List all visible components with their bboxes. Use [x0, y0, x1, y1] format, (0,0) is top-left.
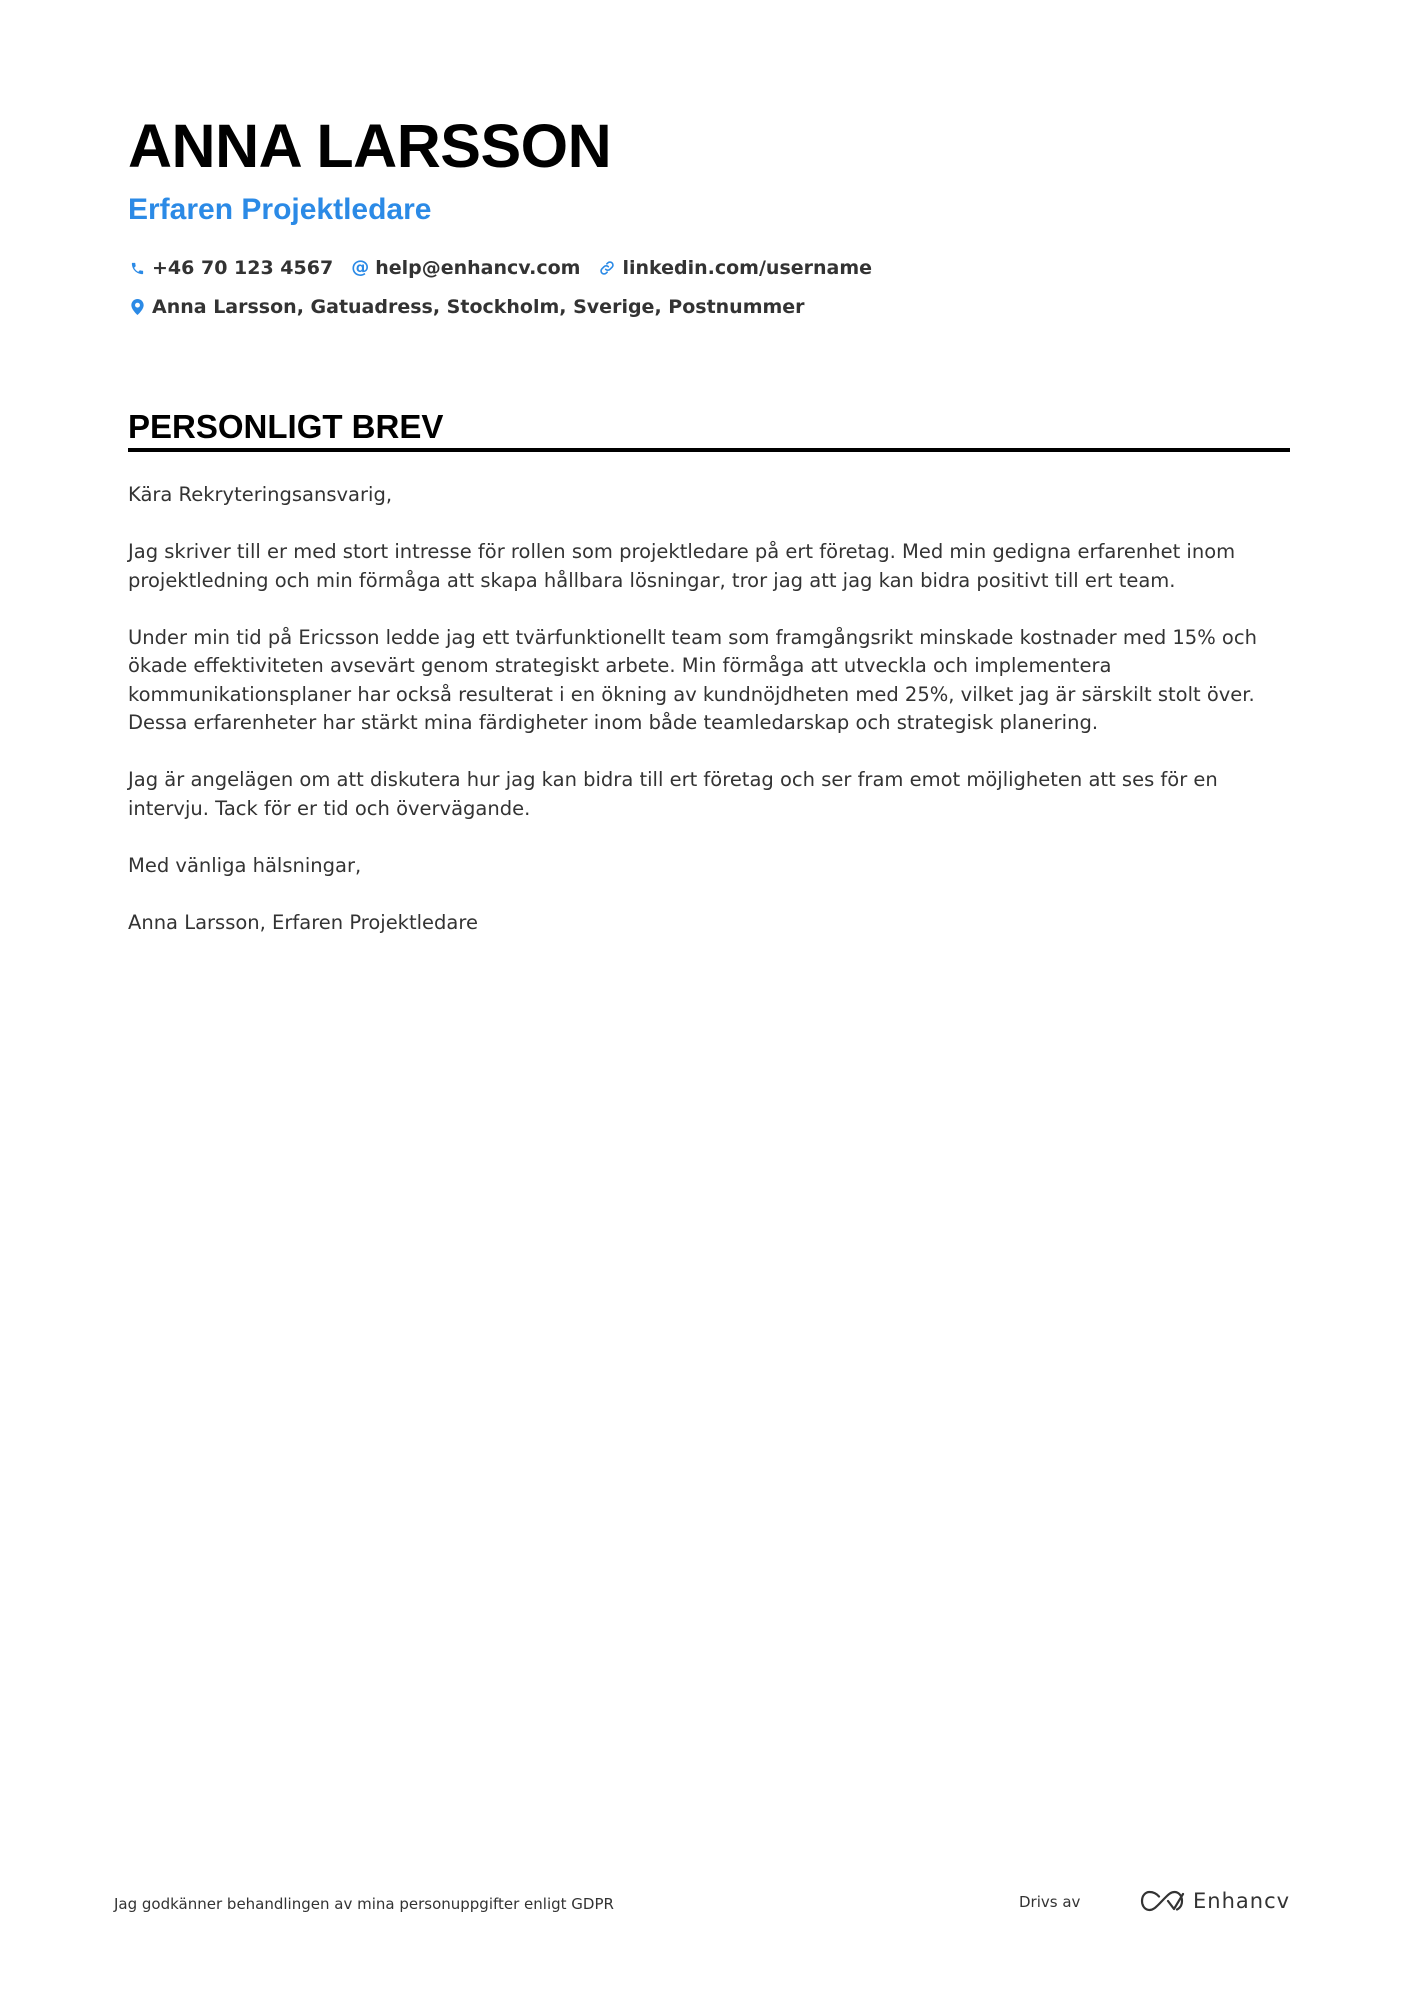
contact-row-address — [128, 292, 823, 322]
link-icon — [598, 259, 616, 277]
powered-by-label: Drivs av — [1019, 1893, 1081, 1911]
phone-icon — [128, 259, 146, 277]
letter-paragraph: Jag skriver till er med stort intresse för rollen som projektledare på ert företag. Med min gedigna erfarenhet inom projektledning och min förmåga att skapa hållbara lösningar, tror jag att jag kan bidra positivt till ert team. — [128, 540, 1236, 592]
letter-paragraph: Jag är angelägen om att diskutera hur jag kan bidra till ert företag och ser fram emot möjligheten att ses för en intervju. Tack för er tid och övervägande. — [128, 768, 1218, 820]
enhancv-logo-link[interactable] — [1139, 1888, 1290, 1914]
contact-row-primary — [128, 253, 890, 283]
letter-closing: Med vänliga hälsningar, — [128, 853, 362, 877]
contact-phone — [128, 257, 333, 279]
letter-signature: Anna Larsson, Erfaren Projektledare — [128, 910, 478, 934]
gdpr-consent-text: Jag godkänner behandlingen av mina personuppgifter enligt GDPR — [114, 1895, 614, 1913]
location-pin-icon — [128, 298, 146, 316]
contact-linkedin[interactable] — [598, 257, 872, 279]
address-text: Anna Larsson, Gatuadress, Stockholm, Sverige, Postnummer — [152, 296, 805, 318]
enhancv-brand-text: Enhancv — [1193, 1889, 1291, 1913]
applicant-title: Erfaren Projektledare — [128, 193, 432, 226]
letter-body — [128, 481, 1288, 966]
applicant-name: ANNA LARSSON — [128, 112, 612, 180]
section-title: PERSONLIGT BREV — [128, 408, 444, 445]
phone-text: +46 70 123 4567 — [152, 257, 334, 279]
letter-greeting: Kära Rekryteringsansvarig, — [128, 483, 393, 506]
enhancv-logo-icon — [1139, 1888, 1185, 1914]
email-text[interactable]: help@enhancv.com — [375, 257, 581, 279]
contact-address — [128, 296, 805, 318]
letter-paragraph: Under min tid på Ericsson ledde jag ett tvärfunktionellt team som framgångsrikt minskade kostnader med 15% och ökade effektiviteten avsevärt genom strategiskt arbete. Min förmåga att utveckla och implementera kommunikationsplaner har också resulterat i en ökning av kundnöjdheten med 25%, vilket jag är särskilt stolt över. Dessa erfarenheter har stärkt mina färdigheter inom både teamledarskap och strategisk planering. — [128, 625, 1257, 734]
section-divider — [128, 448, 1290, 452]
contact-email[interactable] — [351, 257, 580, 279]
at-icon: @ — [351, 257, 370, 278]
linkedin-text[interactable]: linkedin.com/username — [622, 257, 873, 279]
